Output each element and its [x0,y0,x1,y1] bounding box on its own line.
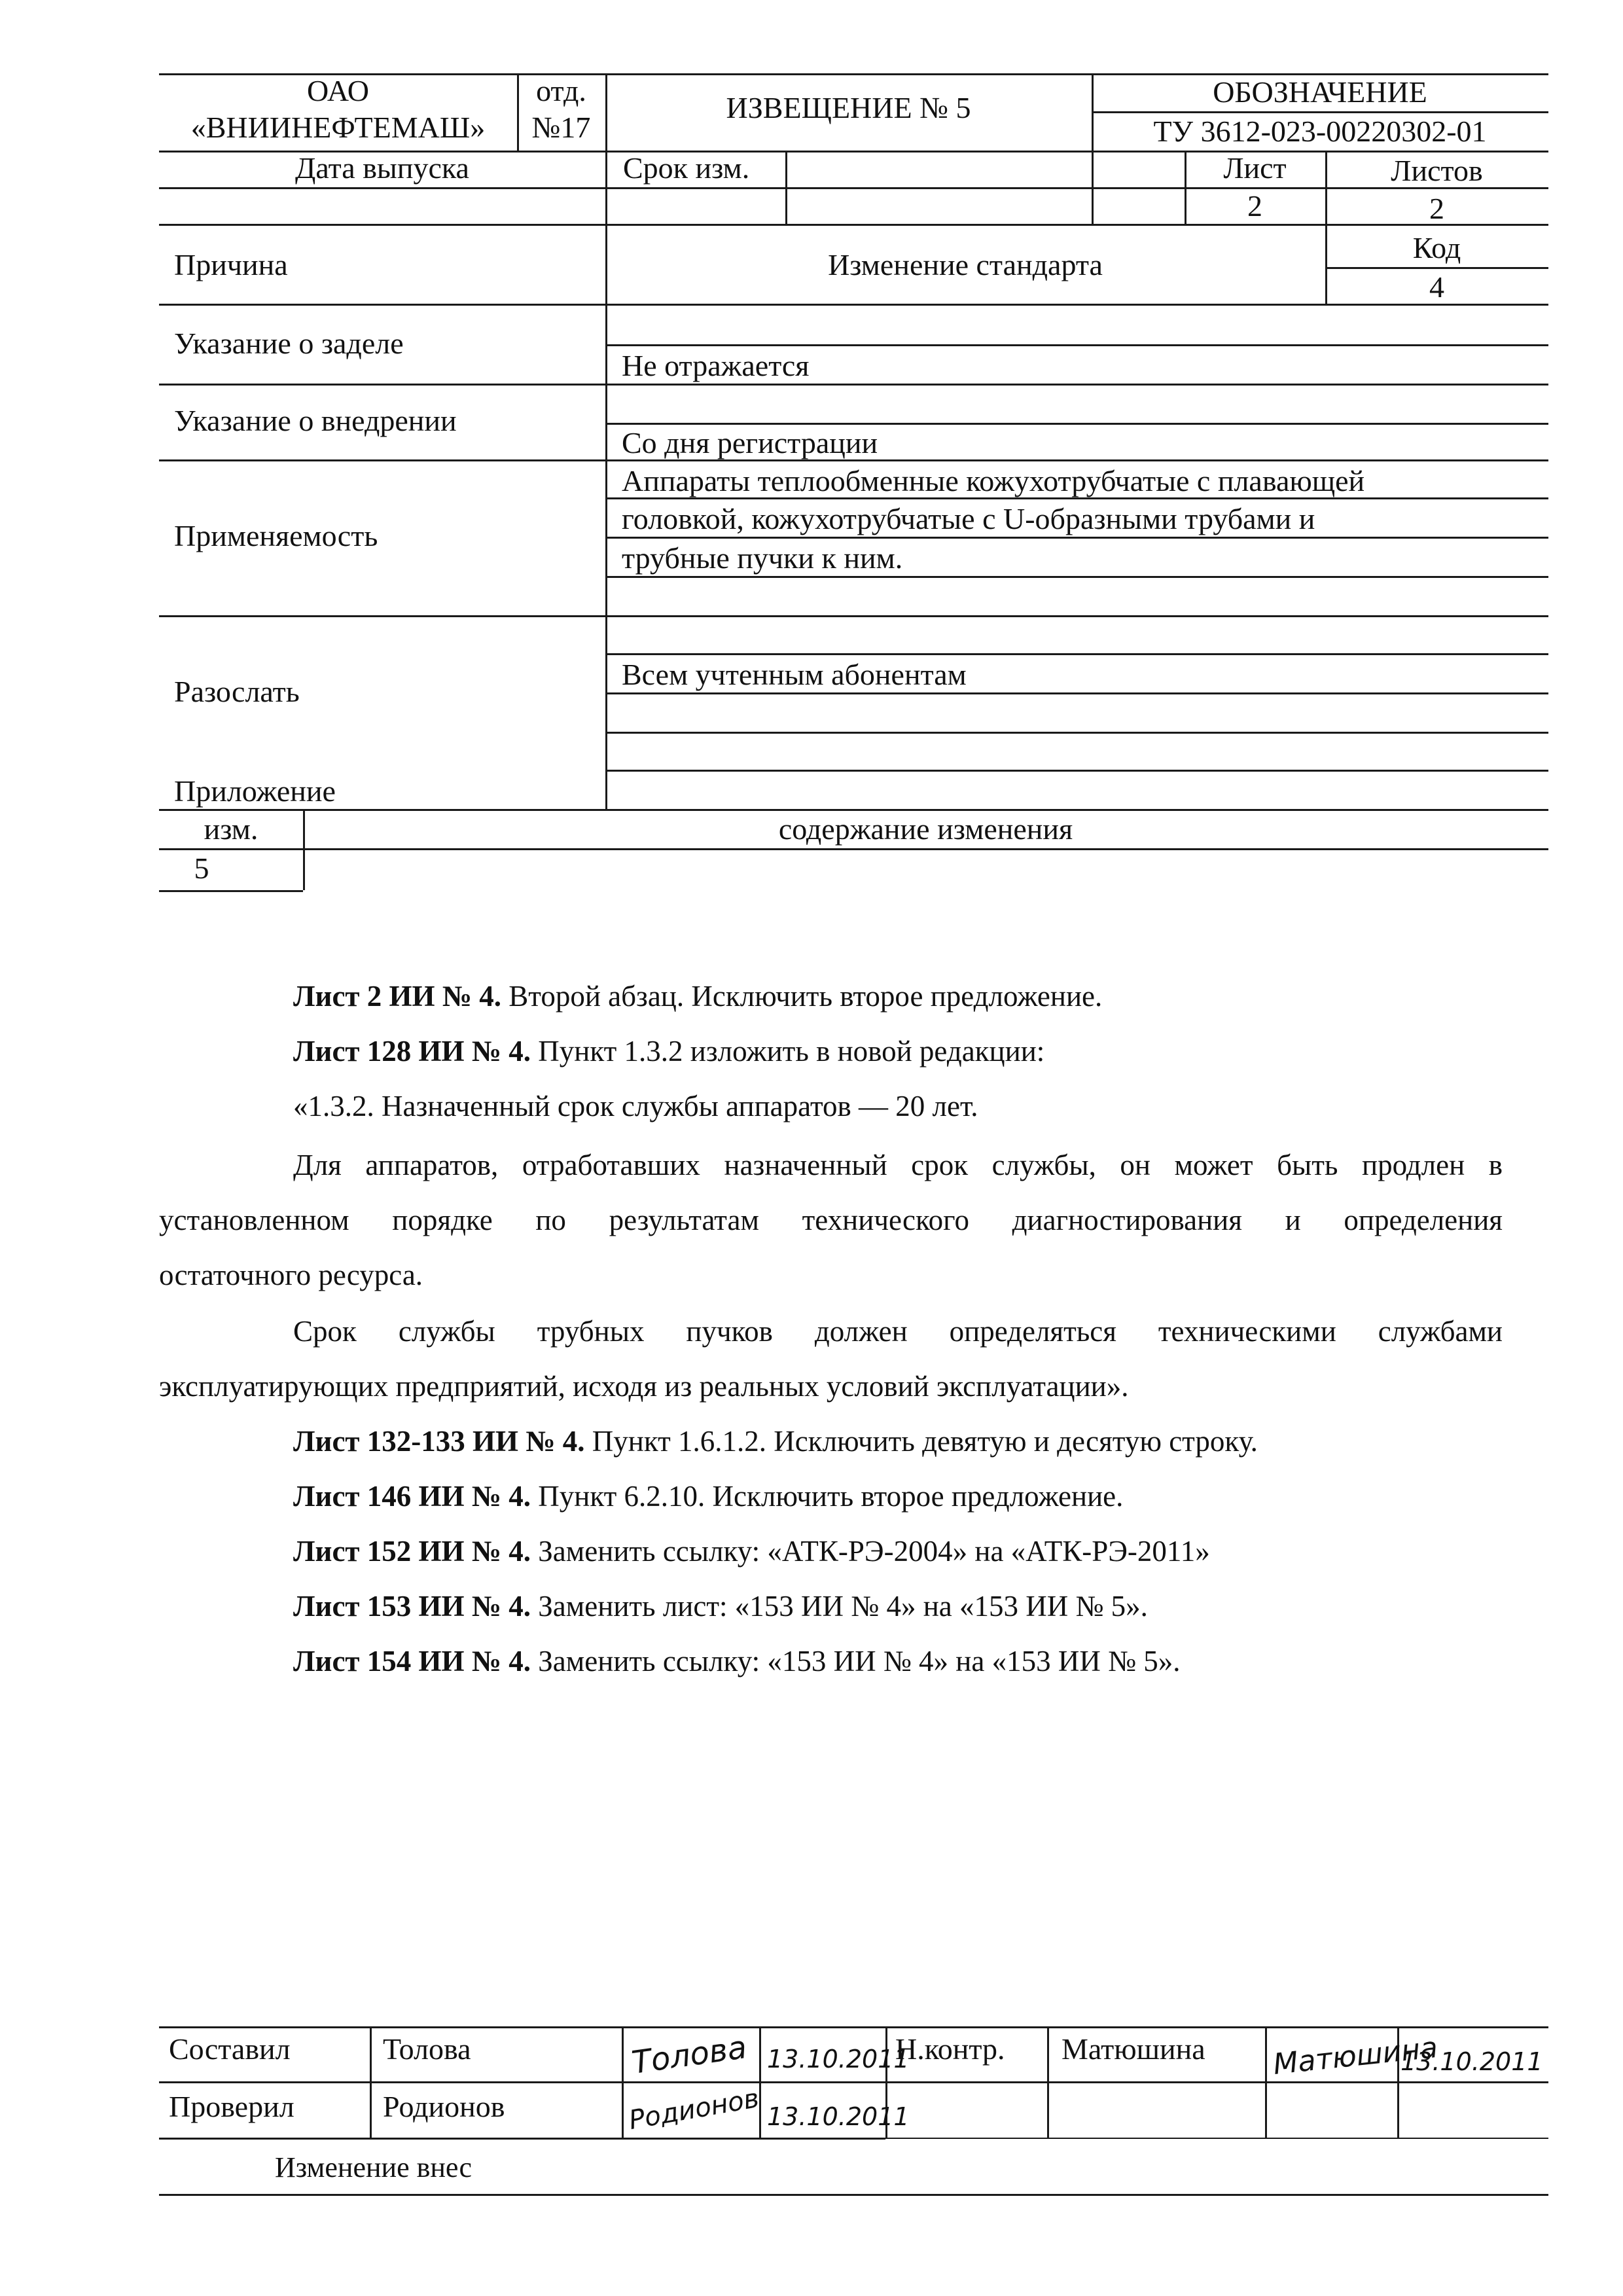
rule [159,848,1548,850]
rule [159,809,1548,811]
department-label: отд. [536,74,586,107]
sheet-reference: Лист 154 ИИ № 4. [293,1645,531,1677]
designation-value: ТУ 3612-023-00220302-01 [1153,115,1487,148]
rule [605,537,1548,539]
rule [1092,111,1548,113]
sheet-reference: Лист 2 ИИ № 4. [293,980,502,1013]
paragraph-text: «1.3.2. Назначенный срок службы аппаратов — 20 лет. [293,1090,978,1122]
reason-label: Причина [174,248,288,281]
rule [759,2026,761,2138]
checked-signature: Родионов [626,2083,762,2136]
rule [605,653,1548,655]
rule [785,151,787,224]
code-label: Код [1412,231,1461,264]
rule [605,423,1548,425]
rule [605,732,1548,734]
rule [605,692,1548,694]
paragraph-text: Пункт 1.6.1.2. Исключить девятую и десятую строку. [584,1425,1258,1458]
checked-name: Родионов [383,2090,505,2123]
change-content-label: содержание изменения [778,812,1073,846]
sheet-reference: Лист 146 ИИ № 4. [293,1480,531,1513]
designation-label: ОБОЗНАЧЕНИЕ [1213,75,1427,109]
rule [159,2194,1548,2196]
norm-control-name: Матюшина [1061,2032,1205,2066]
norm-control-signature: Матюшина [1272,2030,1440,2082]
paragraph [293,1037,1044,1066]
rule [605,497,1548,499]
paragraph-text: Пункт 6.2.10. Исключить второе предложение. [531,1480,1124,1513]
sheet-label: Лист [1223,151,1287,185]
organization-line-2: «ВНИИНЕФТЕМАШ» [190,111,486,144]
norm-control-date: 13.10.2011 [1400,2047,1543,2076]
norm-control-label: Н.контр. [895,2032,1005,2066]
change-term-label: Срок изм. [623,151,750,185]
sheets-label: Листов [1391,154,1483,187]
issue-date-label: Дата выпуска [295,151,469,185]
paragraph [293,1482,1123,1511]
organization-line-1: ОАО [306,74,370,107]
checked-date: 13.10.2011 [767,2102,910,2131]
rule [159,890,303,892]
rule [1092,151,1094,224]
implementation-value: Со дня регистрации [622,426,878,459]
rule [605,344,1548,346]
reason-value: Изменение стандарта [828,248,1103,281]
compiled-label: Составил [169,2032,291,2066]
paragraph [293,1647,1181,1676]
paragraph-line: Срок службы трубных пучков должен определяться техническими службами [293,1315,1503,1348]
department-number: №17 [531,111,591,144]
sheet-reference: Лист 152 ИИ № 4. [293,1535,531,1568]
paragraph-text: Второй абзац. Исключить второе предложение. [501,980,1103,1013]
paragraph-line: остаточного ресурса. [159,1259,423,1291]
rule [605,770,1548,772]
rule [159,384,1548,386]
backlog-value: Не отражается [622,349,810,382]
applicability-label: Применяемость [174,519,378,552]
paragraph-line: эксплуатирующих предприятий, исходя из реальных условий эксплуатации». [159,1370,1129,1403]
rule [1325,267,1548,269]
sheets-value: 2 [1429,192,1444,225]
rule [159,615,1548,617]
sheet-reference: Лист 153 ИИ № 4. [293,1590,531,1623]
change-number-label: изм. [204,812,259,846]
appendix-label: Приложение [174,774,336,808]
sheet-reference: Лист 128 ИИ № 4. [293,1035,531,1067]
applicability-line-2: головкой, кожухотрубчатые с U-образными трубами и [622,502,1315,535]
rule [159,459,1548,461]
backlog-label: Указание о заделе [174,327,404,360]
compiled-name: Толова [383,2032,471,2066]
sheet-reference: Лист 132-133 ИИ № 4. [293,1425,585,1458]
paragraph-line: установленном порядке по результатам технического диагностирования и определения [159,1204,1503,1236]
rule [605,73,607,809]
paragraph [293,1427,1258,1456]
paragraph [293,1092,978,1121]
sheet-value: 2 [1247,189,1262,223]
rule [159,224,1548,226]
paragraph-line: Для аппаратов, отработавших назначенный срок службы, он может быть продлен в [293,1149,1503,1181]
rule [1265,2026,1267,2138]
applicability-line-3: трубные пучки к ним. [622,541,903,575]
rule [159,2138,885,2140]
paragraph-text: Заменить ссылку: «АТК-РЭ-2004» на «АТК-РЭ-2011» [531,1535,1210,1568]
paragraph-text: Заменить ссылку: «153 ИИ № 4» на «153 ИИ № 5». [531,1645,1181,1677]
rule [159,304,1548,306]
paragraph-text: Заменить лист: «153 ИИ № 4» на «153 ИИ № 5». [531,1590,1148,1623]
code-value: 4 [1429,270,1444,304]
rule [622,2026,624,2138]
paragraph [293,982,1102,1011]
rule [1047,2026,1049,2138]
rule [370,2026,372,2138]
distribute-value: Всем учтенным абонентам [622,658,967,691]
compiled-date: 13.10.2011 [767,2045,910,2073]
rule [159,2081,1548,2083]
paragraph [293,1592,1148,1621]
rule [605,576,1548,578]
implementation-label: Указание о внедрении [174,404,457,437]
distribute-label: Разослать [174,675,300,708]
paragraph-text: Пункт 1.3.2 изложить в новой редакции: [531,1035,1045,1067]
change-made-label: Изменение внес [275,2151,473,2183]
checked-label: Проверил [169,2090,294,2123]
rule [159,187,1548,189]
applicability-line-1: Аппараты теплообменные кожухотрубчатые с плавающей [622,464,1365,497]
change-number-value: 5 [194,852,209,885]
notice-title: ИЗВЕЩЕНИЕ № 5 [726,91,971,124]
paragraph [293,1537,1210,1566]
rule [159,2026,1548,2028]
rule [885,2138,1548,2139]
compiled-signature: Толова [629,2028,749,2082]
